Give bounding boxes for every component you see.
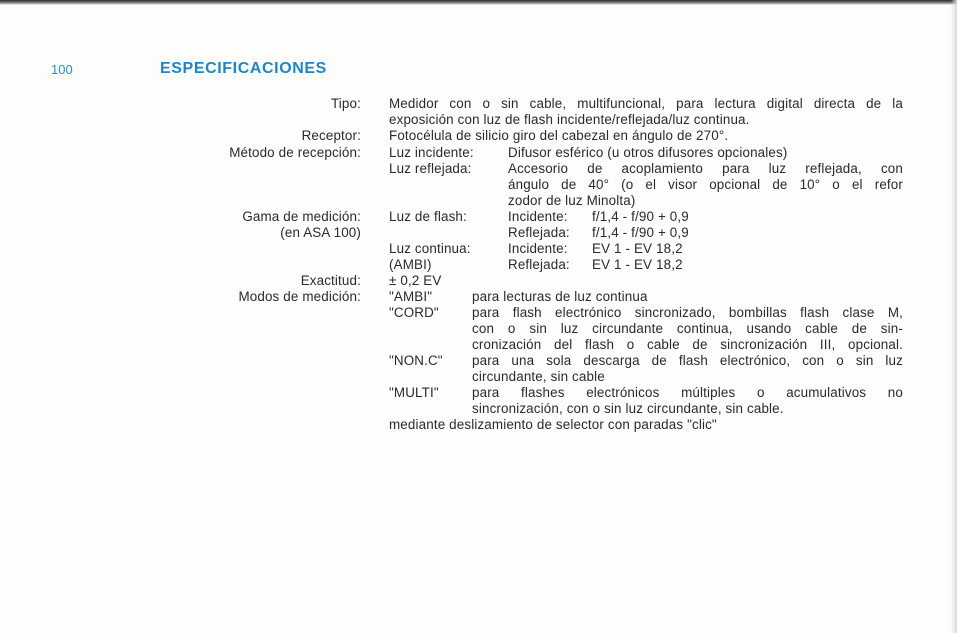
gama-flash-incidente-label: Incidente: (508, 209, 568, 224)
modo-nonc-line-1: para una sola descarga de flash electrónico, con o sin luz (472, 353, 903, 368)
metodo-reflejada-label: Luz reflejada: (389, 161, 472, 176)
modos-footer: mediante deslizamiento de selector con paradas "clic" (389, 417, 717, 432)
receptor-text: Fotocélula de silicio giro del cabezal en ángulo de 270°. (389, 128, 729, 143)
label-metodo: Método de recepción: (229, 145, 361, 160)
modo-cord-line-3: cronización del flash o cable de sincronización III, opcional. (472, 337, 903, 352)
gama-flash-label: Luz de flash: (389, 209, 467, 224)
page-top-edge (0, 0, 957, 5)
gama-continua-incidente-value: EV 1 - EV 18,2 (592, 241, 683, 256)
modo-cord-label: "CORD" (389, 305, 439, 320)
metodo-incidente-label: Luz incidente: (389, 145, 474, 160)
label-modos: Modos de medición: (238, 289, 361, 304)
modo-ambi-text: para lecturas de luz continua (472, 289, 648, 304)
gama-continua-sub: (AMBI) (389, 257, 432, 272)
label-tipo: Tipo: (330, 96, 361, 111)
modo-multi-line-1: para flashes electrónicos múltiples o acumulativos no (472, 385, 903, 400)
exactitud-value: ± 0,2 EV (389, 273, 442, 288)
label-gama: Gama de medición: (242, 209, 361, 224)
metodo-reflejada-line-2: ángulo de 40° (o el visor opcional de 10° o el refor (508, 177, 903, 192)
label-gama-asa: (en ASA 100) (280, 225, 361, 240)
section-title: ESPECIFICACIONES (160, 60, 327, 77)
modo-multi-label: "MULTI" (389, 385, 439, 400)
gama-continua-incidente-label: Incidente: (508, 241, 568, 256)
modo-cord-line-2: con o sin luz circundante continua, usando cable de sin- (472, 321, 903, 336)
modo-multi-line-2: sincronización, con o sin luz circundante, sin cable. (472, 401, 784, 416)
gama-flash-reflejada-value: f/1,4 - f/90 + 0,9 (592, 225, 689, 240)
label-exactitud: Exactitud: (300, 273, 361, 288)
modo-nonc-line-2: circundante, sin cable (472, 369, 605, 384)
gama-flash-reflejada-label: Reflejada: (508, 225, 570, 240)
gama-continua-label: Luz continua: (389, 241, 471, 256)
modo-nonc-label: "NON.C" (389, 353, 443, 368)
modo-ambi-label: "AMBI" (389, 289, 433, 304)
tipo-line-1: Medidor con o sin cable, multifuncional, para lectura digital directa de la (389, 96, 903, 111)
gama-flash-incidente-value: f/1,4 - f/90 + 0,9 (592, 209, 689, 224)
metodo-reflejada-line-1: Accesorio de acoplamiento para luz reflejada, con (508, 161, 903, 176)
gama-continua-reflejada-value: EV 1 - EV 18,2 (592, 257, 683, 272)
modo-cord-line-1: para flash electrónico sincronizado, bombillas flash clase M, (472, 305, 903, 320)
metodo-reflejada-line-3: zodor de luz Minolta) (508, 193, 636, 208)
tipo-line-2: exposición con luz de flash incidente/reflejada/luz continua. (389, 112, 750, 127)
page-number: 100 (51, 62, 73, 77)
page-right-edge (951, 0, 957, 633)
label-receptor: Receptor: (301, 128, 361, 143)
metodo-incidente-text: Difusor esférico (u otros difusores opcionales) (508, 145, 788, 160)
gama-continua-reflejada-label: Reflejada: (508, 257, 570, 272)
